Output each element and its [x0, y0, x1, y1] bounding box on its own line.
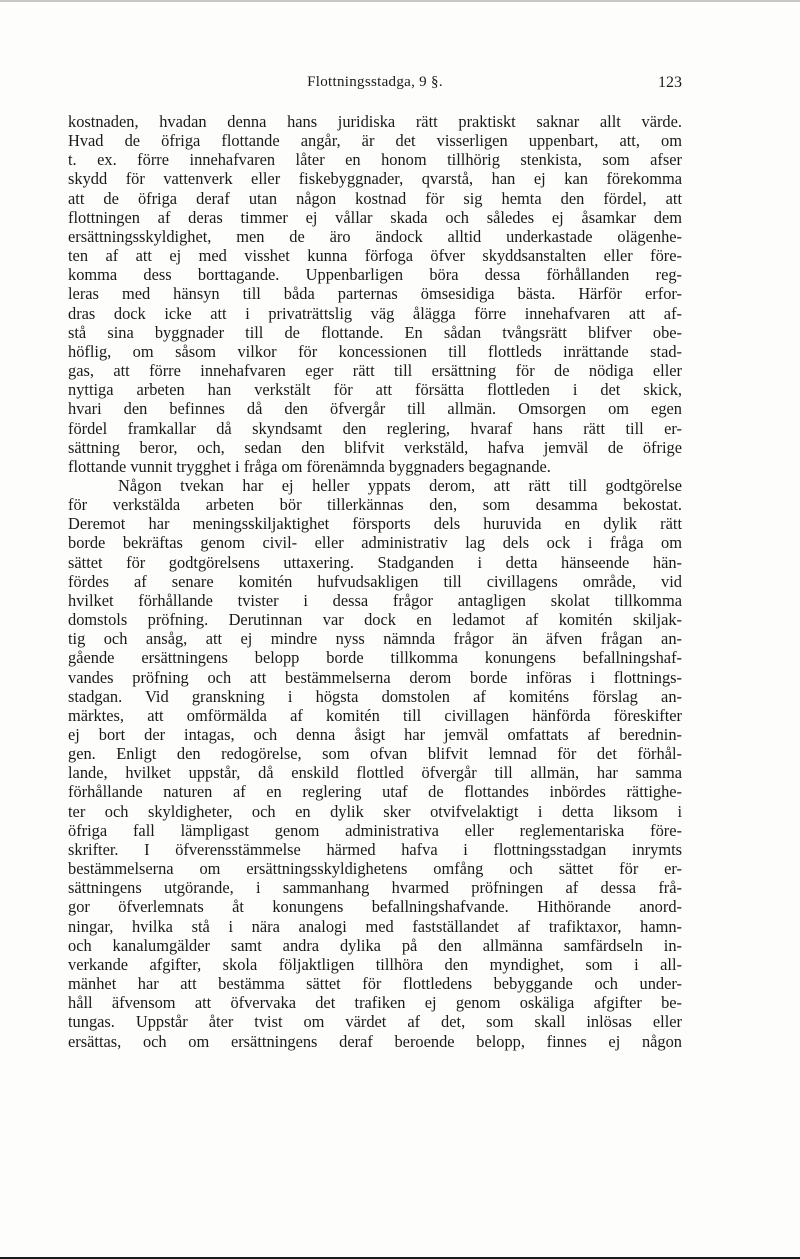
- running-head: [68, 74, 682, 96]
- text-line: sättningens utgörande, i sammanhang hvarmed pröfningen af dessa frå-: [68, 878, 682, 898]
- text-line: flottande vunnit trygghet i fråga om förenämnda byggnaders begagnande.: [68, 456, 551, 476]
- body-text: [68, 112, 682, 1051]
- text-line: håll äfvensom att öfvervaka det trafiken ej genom oskäliga afgifter be-: [68, 993, 682, 1013]
- paragraph: [68, 112, 682, 476]
- text-line: gen. Enligt den redogörelse, som ofvan blifvit lemnad för det förhål-: [68, 744, 682, 764]
- text-line: för verkstälda arbeten bör tillerkännas den, som desamma bekostat.: [68, 495, 682, 515]
- text-line: öfriga fall lämpligast genom administrativa eller reglementariska före-: [68, 820, 682, 840]
- text-line: märktes, att omförmälda af komitén till civillagen hänförda föreskifter: [68, 705, 682, 725]
- text-line: förhållande naturen af en reglering utaf de flottandes inbördes rättighe-: [68, 782, 682, 802]
- text-line: leras med hänsyn till båda parternas ömsesidiga bästa. Härför erfor-: [68, 284, 682, 304]
- text-line: ten af att ej med visshet kunna förfoga öfver skyddsanstalten eller före-: [68, 246, 682, 266]
- text-line: sättet för godtgörelsens uttaxering. Stadganden i detta hänseende hän-: [68, 552, 682, 572]
- text-line: kostnaden, hvadan denna hans juridiska rätt praktiskt saknar allt värde.: [68, 112, 682, 131]
- text-line: gor öfverlemnats åt konungens befallningshafvande. Hithörande anord-: [68, 897, 682, 917]
- text-line: tungas. Uppstår åter tvist om värdet af det, som skall inlösas eller: [68, 1012, 682, 1032]
- text-line: fördes af senare komitén hufvudsakligen till civillagens område, vid: [68, 571, 682, 591]
- text-line: lande, hvilket uppstår, då enskild flottled öfvergår till allmän, har samma: [68, 763, 682, 783]
- text-line: skrifter. I öfverensstämmelse härmed hafva i flottningsstadgan inrymts: [68, 839, 682, 859]
- text-line: hvari den befinnes då den öfvergår till allmän. Omsorgen om egen: [68, 399, 682, 419]
- text-line: mänhet har att bestämma sättet för flottledens bebyggande och under-: [68, 974, 682, 994]
- text-line: flottningen af deras timmer ej vållar skada och således ej åsamkar dem: [68, 207, 682, 227]
- text-line: höflig, om såsom vilkor för koncessionen till flottleds inrättande stad-: [68, 341, 682, 361]
- text-line: skydd för vattenverk eller fiskebyggnader, qvarstå, han ej kan förekomma: [68, 169, 682, 189]
- text-line: stadgan. Vid granskning i högsta domstolen af komiténs förslag an-: [68, 686, 682, 706]
- text-line: sättning beror, och, sedan den blifvit verkstäld, hafva jemväl de öfrige: [68, 437, 682, 457]
- text-line: nyttiga arbeten han verkstält för att försätta flottleden i det skick,: [68, 380, 682, 400]
- text-line: vandes pröfning och att bestämmelserna derom borde införas i flottnings-: [68, 667, 682, 687]
- text-line: ersättas, och om ersättningens deraf beroende belopp, finnes ej någon: [68, 1031, 682, 1051]
- text-line: Hvad de öfriga flottande angår, är det visserligen uppenbart, att, om: [68, 131, 682, 151]
- text-line: dras dock icke att i privaträttslig väg ålägga förre innehafvaren att af-: [68, 303, 682, 323]
- top-border: [0, 0, 800, 2]
- text-line: t. ex. förre innehafvaren låter en honom tillhörig stenkista, som afser: [68, 150, 682, 170]
- text-line: att de öfriga deraf utan någon kostnad för sig hemta den fördel, att: [68, 188, 682, 208]
- text-line: stå sina byggnader till de flottande. En sådan tvångsrätt blifver obe-: [68, 322, 682, 342]
- text-line: gående ersättningens belopp borde tillkomma konungens befallningshaf-: [68, 648, 682, 668]
- text-line: tig och ansåg, att ej mindre nyss nämnda frågor än äfven frågan an-: [68, 629, 682, 649]
- running-title: Flottningsstadga, 9 §.: [307, 74, 443, 90]
- text-line: ersättningsskyldighet, men de äro ändock alltid underkastade olägenhe-: [68, 226, 682, 246]
- text-line: bestämmelserna om ersättningsskyldighetens omfång och sättet för er-: [68, 859, 682, 879]
- text-line: ningar, hvilka stå i nära analogi med fastställandet af trafiktaxor, hamn-: [68, 916, 682, 936]
- text-line: och kanalumgälder samt andra dylika på den allmänna samfärdseln in-: [68, 935, 682, 955]
- paragraph: [68, 476, 682, 1051]
- text-line: hvilket förhållande tvister i dessa frågor antagligen skolat tillkomma: [68, 590, 682, 610]
- text-line: fördel framkallar då skyndsamt den reglering, hvaraf hans rätt till er-: [68, 418, 682, 438]
- page-number: 123: [658, 74, 682, 91]
- text-line: Någon tvekan har ej heller yppats derom, att rätt till godtgörelse: [118, 475, 682, 495]
- text-line: borde bekräftas genom civil- eller administrativ lag dels ock i fråga om: [68, 533, 682, 553]
- text-line: komma dess borttagande. Uppenbarligen böra dessa förhållanden reg-: [68, 265, 682, 285]
- text-line: Deremot har meningsskiljaktighet försports dels huruvida en dylik rätt: [68, 514, 682, 534]
- text-line: domstols pröfning. Derutinnan var dock en ledamot af komitén skiljak-: [68, 610, 682, 630]
- text-line: verkande afgifter, skola följaktligen tillhöra den myndighet, som i all-: [68, 954, 682, 974]
- text-line: ej bort der intagas, och denna åsigt har jemväl omfattats af berednin-: [68, 725, 682, 744]
- text-line: gas, att förre innehafvaren eger rätt till ersättning för de nödiga eller: [68, 361, 682, 381]
- text-line: ter och skyldigheter, och en dylik sker otvifvelaktigt i detta liksom i: [68, 801, 682, 821]
